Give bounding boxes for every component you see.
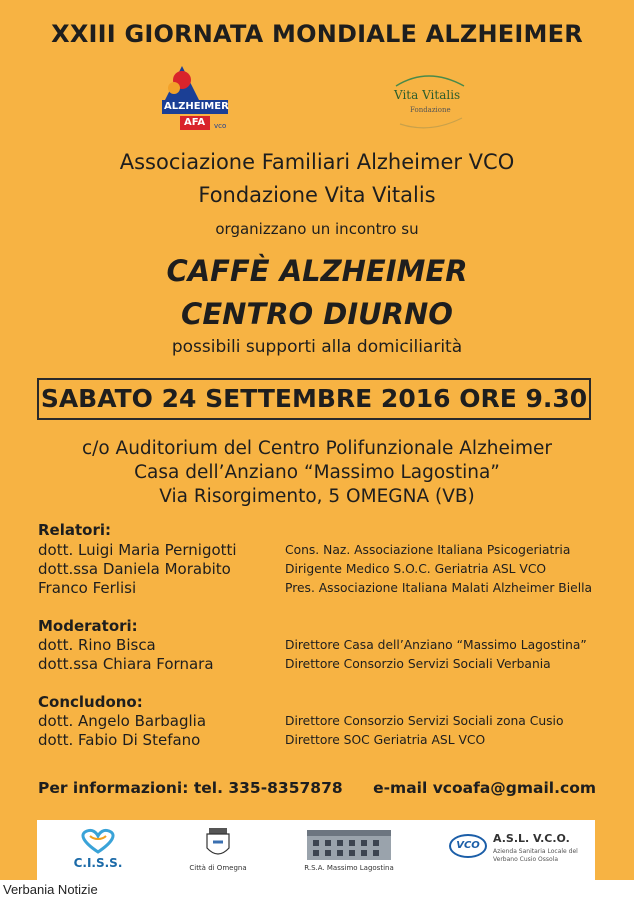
vita-vitalis-logo	[388, 66, 472, 136]
ciss-logo	[63, 828, 133, 876]
asl-badge	[449, 834, 487, 858]
ciss-heart-icon	[63, 828, 133, 854]
speaker-role: Dirigente Medico S.O.C. Geriatria ASL VCO	[285, 562, 547, 576]
afa-logo-main: ALZHEIMER	[164, 101, 229, 112]
ciss-label: C.I.S.S.	[73, 856, 123, 870]
closing-speaker-name: dott. Angelo Barbaglia	[38, 712, 207, 730]
page-title: XXIII GIORNATA MONDIALE ALZHEIMER	[51, 20, 583, 48]
omegna-label: Città di Omegna	[189, 864, 247, 872]
venue-line-1: c/o Auditorium del Centro Polifunzionale Alzheimer	[81, 438, 553, 459]
asl-logo	[449, 830, 589, 874]
vita-logo-small: Fondazione	[410, 106, 451, 114]
email-info: e-mail vcoafa@gmail.com	[373, 779, 596, 797]
organizer-line-2: Fondazione Vita Vitalis	[198, 183, 436, 207]
sponsor-footer	[37, 820, 595, 880]
moderator-name: dott.ssa Chiara Fornara	[38, 655, 214, 673]
event-title-1: CAFFÈ ALZHEIMER	[166, 254, 468, 288]
venue-line-2: Casa dell’Anziano “Massimo Lagostina”	[134, 462, 500, 483]
closing-speaker-role: Direttore SOC Geriatria ASL VCO	[285, 733, 486, 747]
moderator-name: dott. Rino Bisca	[38, 636, 156, 654]
source-caption: Verbania Notizie	[3, 882, 98, 897]
speaker-role: Pres. Associazione Italiana Malati Alzheimer Biella	[285, 581, 593, 595]
asl-title: A.S.L. V.C.O.	[493, 832, 570, 845]
rsa-label: R.S.A. Massimo Lagostina	[304, 864, 394, 872]
organizer-line-1: Associazione Familiari Alzheimer VCO	[119, 150, 515, 174]
venue-line-3: Via Risorgimento, 5 OMEGNA (VB)	[159, 486, 475, 507]
afa-logo-small: vco	[214, 122, 227, 130]
omegna-crest-icon	[183, 826, 253, 862]
rsa-logo	[299, 826, 399, 878]
concludono-heading: Concludono:	[38, 693, 143, 711]
afa-logo	[160, 64, 240, 136]
speaker-role: Cons. Naz. Associazione Italiana Psicogeriatria	[285, 543, 571, 557]
speaker-name: dott. Luigi Maria Pernigotti	[38, 541, 237, 559]
afa-logo-sub: AFA	[184, 117, 206, 128]
rsa-building-icon	[299, 826, 399, 862]
event-subtitle: possibili supporti alla domiciliarità	[171, 337, 463, 357]
moderator-role: Direttore Consorzio Servizi Sociali Verbania	[285, 657, 551, 671]
phone-info: Per informazioni: tel. 335-8357878	[38, 779, 343, 797]
speaker-name: Franco Ferlisi	[38, 579, 137, 597]
closing-speaker-role: Direttore Consorzio Servizi Sociali zona Cusio	[285, 714, 564, 728]
asl-badge-text: VCO	[456, 840, 480, 851]
omegna-logo	[183, 826, 253, 878]
speaker-name: dott.ssa Daniela Morabito	[38, 560, 231, 578]
intro-text: organizzano un incontro su	[215, 220, 419, 238]
asl-subtitle: Azienda Sanitaria Locale del Verbano Cusio Ossola	[493, 848, 578, 863]
relatori-heading: Relatori:	[38, 521, 112, 539]
vita-logo-main: Vita Vitalis	[394, 88, 461, 102]
event-title-2: CENTRO DIURNO	[181, 297, 453, 331]
moderatori-heading: Moderatori:	[38, 617, 138, 635]
date-time-box: SABATO 24 SETTEMBRE 2016 ORE 9.30	[37, 378, 591, 420]
closing-speaker-name: dott. Fabio Di Stefano	[38, 731, 201, 749]
moderator-role: Direttore Casa dell’Anziano “Massimo Lagostina”	[285, 638, 587, 652]
